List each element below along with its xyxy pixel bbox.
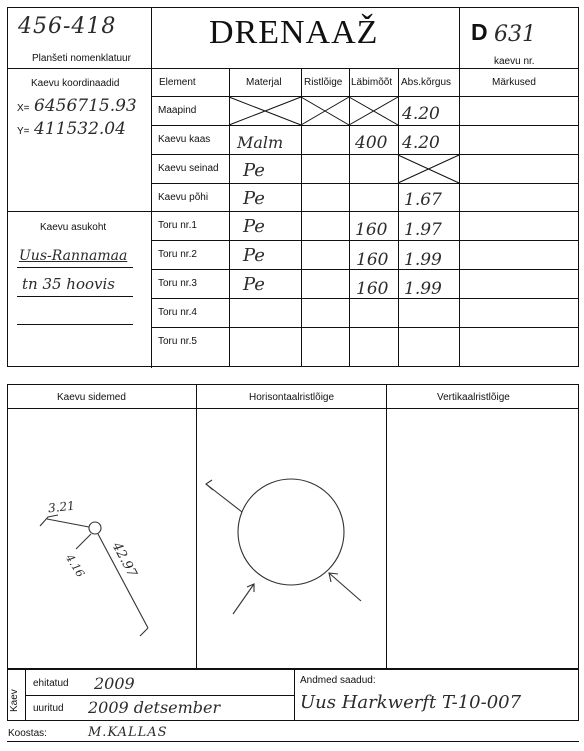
- col-header-markused: Märkused: [492, 77, 536, 88]
- row-label: Toru nr.4: [158, 307, 197, 318]
- x-value: 6456715.93: [34, 96, 137, 116]
- cell-abs: 1.97: [404, 220, 442, 240]
- well-prefix: D: [471, 19, 488, 45]
- location-line1: Uus-Rannamaa: [19, 248, 128, 264]
- cell-materjal: Pe: [243, 216, 265, 237]
- drawing-header-vertical: Vertikaalristlõige: [437, 392, 510, 403]
- location-line2: tn 35 hoovis: [22, 275, 116, 293]
- sheet-number: 456-418: [18, 14, 117, 39]
- row-label: Toru nr.3: [158, 278, 197, 289]
- cell-labimoot: 160: [356, 279, 389, 299]
- row-label: Kaevu põhi: [158, 192, 209, 203]
- koostas-value: M.KALLAS: [88, 725, 168, 740]
- row-label: Maapind: [158, 105, 197, 116]
- cell-labimoot: 160: [355, 220, 388, 240]
- ehitatud-value: 2009: [94, 674, 135, 693]
- col-header-ristloige: Ristlõige: [304, 77, 343, 88]
- cell-materjal: Pe: [243, 160, 265, 181]
- y-label: Y=: [17, 126, 30, 137]
- coords-label: Kaevu koordinaadid: [31, 78, 120, 89]
- koostas-label: Koostas:: [8, 728, 47, 739]
- cell-abs: 1.99: [404, 250, 442, 270]
- sheet-label: Planšeti nomenklatuur: [32, 53, 131, 64]
- andmed-label: Andmed saadud:: [300, 675, 376, 686]
- cell-abs: 1.67: [404, 190, 442, 210]
- cell-materjal: Pe: [243, 274, 265, 295]
- cell-labimoot: 400: [355, 133, 388, 153]
- row-label: Toru nr.1: [158, 220, 197, 231]
- uuritud-label: uuritud: [33, 703, 64, 714]
- row-label: Toru nr.2: [158, 249, 197, 260]
- drawing-header-horizontal: Horisontaalristlõige: [249, 392, 335, 403]
- col-header-labimoot: Läbimõõt: [351, 77, 393, 88]
- row-label: Toru nr.5: [158, 336, 197, 347]
- well-label: kaevu nr.: [494, 56, 535, 67]
- kaev-vertical-label: Kaev: [9, 689, 20, 712]
- cell-materjal: Pe: [243, 245, 265, 266]
- dim-label-3: 42.97: [108, 540, 140, 580]
- row-label: Kaevu kaas: [158, 134, 211, 145]
- dim-label-1: 3.21: [47, 498, 76, 516]
- ehitatud-label: ehitatud: [33, 678, 69, 689]
- cell-abs: 4.20: [402, 104, 440, 124]
- location-label: Kaevu asukoht: [40, 222, 107, 233]
- col-header-element: Element: [159, 77, 196, 88]
- col-header-abs: Abs.kõrgus: [401, 77, 452, 88]
- cell-materjal: Malm: [237, 133, 284, 152]
- x-label: X=: [17, 103, 30, 114]
- drawing-header-links: Kaevu sidemed: [57, 392, 126, 403]
- andmed-value: Uus Harkwerft T-10-007: [300, 692, 522, 713]
- cell-abs: 4.20: [402, 133, 440, 153]
- uuritud-value: 2009 detsember: [88, 698, 221, 717]
- y-value: 411532.04: [34, 119, 126, 139]
- dim-label-2: 4.16: [62, 552, 87, 580]
- cell-abs: 1.99: [404, 279, 442, 299]
- row-label: Kaevu seinad: [158, 163, 219, 174]
- page-title: DRENAAŽ: [209, 14, 379, 51]
- cell-materjal: Pe: [243, 188, 265, 209]
- well-number: 631: [494, 22, 536, 47]
- col-header-materjal: Materjal: [246, 77, 282, 88]
- cell-labimoot: 160: [356, 250, 389, 270]
